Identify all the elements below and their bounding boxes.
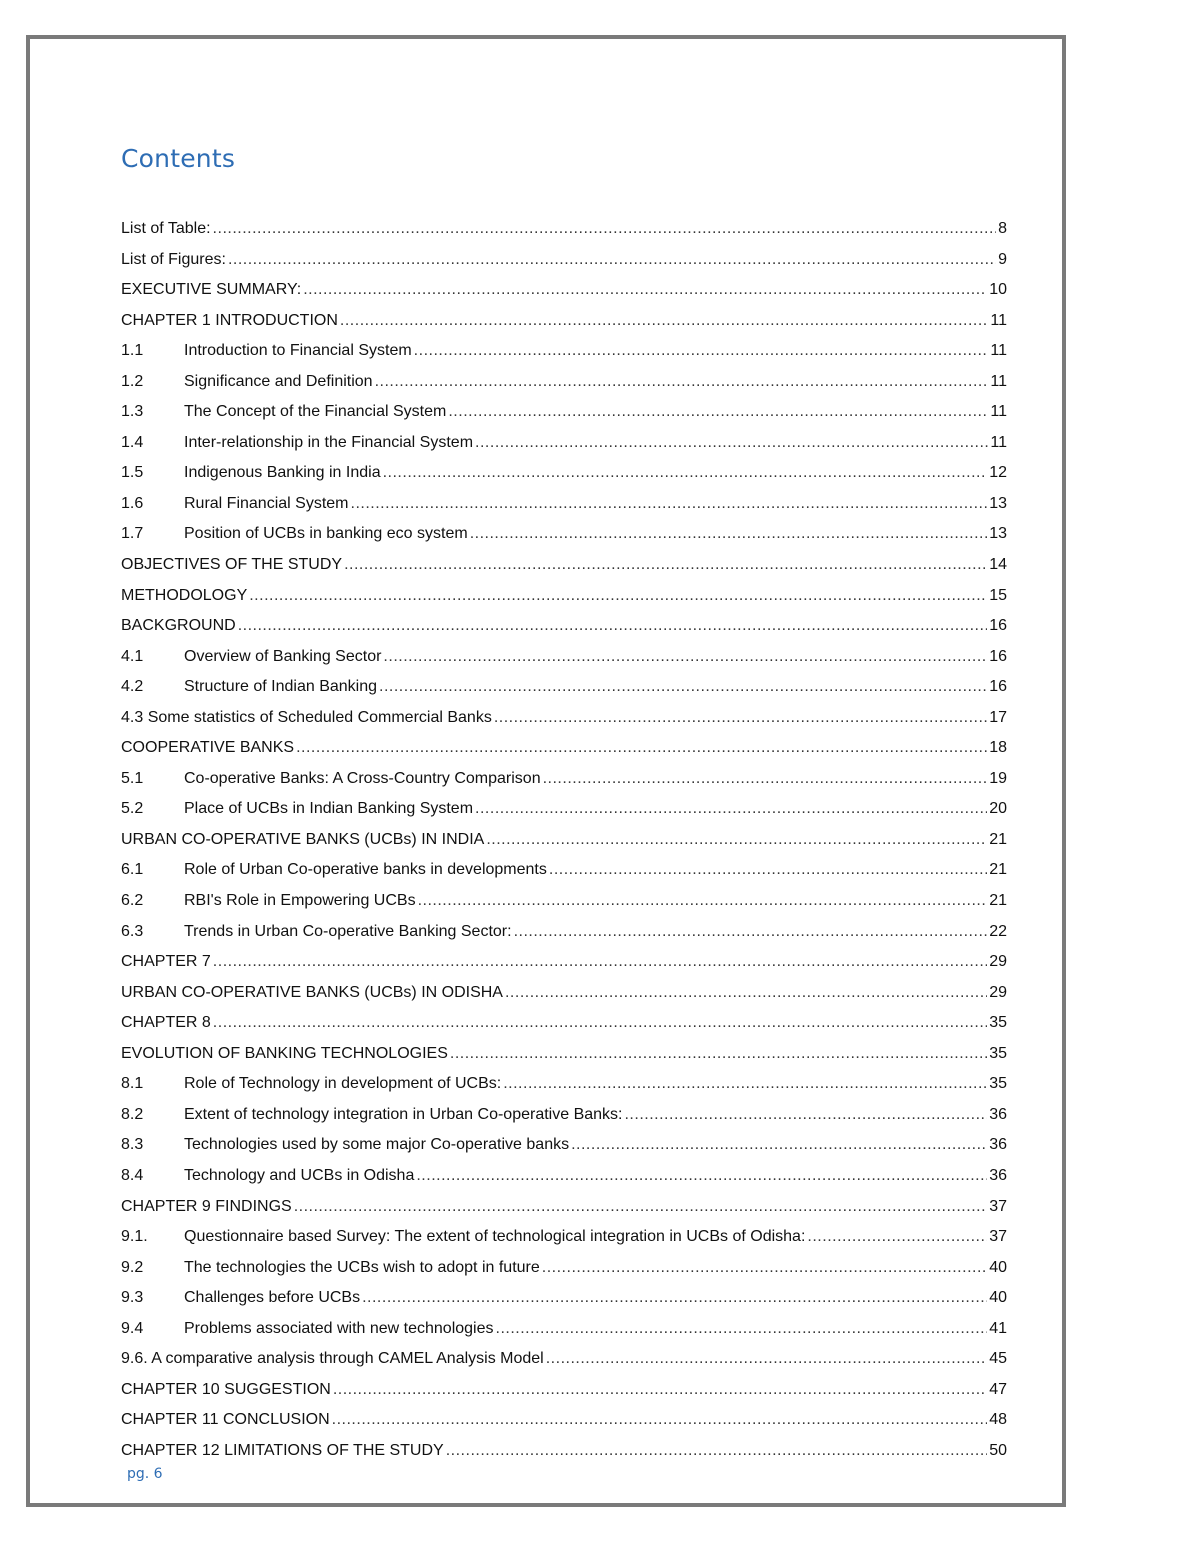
toc-entry-page: 14 bbox=[989, 556, 1007, 574]
toc-dot-leader bbox=[496, 1314, 988, 1345]
toc-entry-title: Questionnaire based Survey: The extent of technological integration in UCBs of Odisha: bbox=[184, 1228, 806, 1246]
toc-dot-leader bbox=[543, 764, 988, 795]
toc-entry[interactable] bbox=[121, 1192, 1007, 1223]
toc-entry[interactable] bbox=[121, 1375, 1007, 1406]
toc-entry-page: 48 bbox=[989, 1411, 1007, 1429]
toc-entry-page: 13 bbox=[989, 525, 1007, 543]
toc-entry-title: Place of UCBs in Indian Banking System bbox=[184, 800, 474, 818]
toc-entry-number: 6.3 bbox=[121, 922, 144, 940]
toc-dot-leader bbox=[486, 825, 987, 856]
toc-entry[interactable] bbox=[121, 886, 1007, 917]
toc-entry-number: 1.7 bbox=[121, 525, 144, 543]
toc-entry-title: 9.6. A comparative analysis through CAMEL Analysis Model bbox=[121, 1350, 544, 1368]
toc-entry-title: The technologies the UCBs wish to adopt in future bbox=[184, 1258, 540, 1276]
toc-entry-number: 8.1 bbox=[121, 1075, 144, 1093]
toc-dot-leader bbox=[624, 1100, 987, 1131]
toc-dot-leader bbox=[340, 306, 988, 337]
toc-entry-number: 8.4 bbox=[121, 1166, 144, 1184]
toc-entry-page: 20 bbox=[989, 800, 1007, 818]
toc-entry-page: 36 bbox=[989, 1105, 1007, 1123]
toc-entry-page: 50 bbox=[989, 1441, 1007, 1459]
page-title: Contents bbox=[121, 144, 236, 173]
toc-entry-title: Indigenous Banking in India bbox=[184, 464, 381, 482]
toc-entry-number: 6.1 bbox=[121, 861, 144, 879]
toc-dot-leader bbox=[470, 519, 988, 550]
toc-entry-title: Inter-relationship in the Financial System bbox=[184, 433, 474, 451]
toc-entry-page: 36 bbox=[989, 1166, 1007, 1184]
toc-entry-title: RBI's Role in Empowering UCBs bbox=[184, 892, 416, 910]
toc-entry-title: Challenges before UCBs bbox=[184, 1289, 361, 1307]
toc-entry-title: EXECUTIVE SUMMARY: bbox=[121, 281, 302, 299]
toc-entry[interactable] bbox=[121, 306, 1007, 337]
toc-entry-title: Co-operative Banks: A Cross-Country Comparison bbox=[184, 769, 541, 787]
toc-entry-title: URBAN CO-OPERATIVE BANKS (UCBs) IN ODISHA bbox=[121, 983, 503, 1001]
toc-entry-page: 29 bbox=[989, 983, 1007, 1001]
toc-entry[interactable] bbox=[121, 1283, 1007, 1314]
toc-entry-page: 11 bbox=[990, 433, 1007, 451]
toc-entry-number: 4.1 bbox=[121, 647, 144, 665]
toc-entry-page: 10 bbox=[989, 281, 1007, 299]
toc-entry-number: 1.2 bbox=[121, 372, 144, 390]
toc-entry[interactable] bbox=[121, 214, 1007, 245]
toc-entry-title: Technologies used by some major Co-operative banks bbox=[184, 1136, 570, 1154]
toc-dot-leader bbox=[416, 1161, 987, 1192]
toc-dot-leader bbox=[294, 1192, 988, 1223]
toc-entry-page: 15 bbox=[989, 586, 1007, 604]
toc-dot-leader bbox=[249, 581, 987, 612]
toc-dot-leader bbox=[303, 275, 987, 306]
toc-entry-page: 36 bbox=[989, 1136, 1007, 1154]
toc-entry[interactable] bbox=[121, 1069, 1007, 1100]
toc-entry-title: OBJECTIVES OF THE STUDY bbox=[121, 556, 343, 574]
toc-entry-page: 16 bbox=[989, 647, 1007, 665]
toc-entry[interactable] bbox=[121, 367, 1007, 398]
toc-dot-leader bbox=[414, 336, 989, 367]
toc-dot-leader bbox=[505, 978, 987, 1009]
toc-dot-leader bbox=[351, 489, 988, 520]
toc-dot-leader bbox=[503, 1069, 987, 1100]
toc-entry-title: Structure of Indian Banking bbox=[184, 678, 378, 696]
toc-entry-title: CHAPTER 9 FINDINGS bbox=[121, 1197, 292, 1215]
toc-entry[interactable] bbox=[121, 1314, 1007, 1345]
toc-entry-page: 11 bbox=[990, 342, 1007, 360]
toc-entry-page: 19 bbox=[989, 769, 1007, 787]
toc-dot-leader bbox=[450, 1039, 987, 1070]
toc-dot-leader bbox=[546, 1344, 987, 1375]
toc-entry-number: 9.2 bbox=[121, 1258, 144, 1276]
toc-entry[interactable] bbox=[121, 397, 1007, 428]
toc-entry[interactable] bbox=[121, 642, 1007, 673]
toc-entry-title: CHAPTER 7 bbox=[121, 953, 211, 971]
toc-entry-number: 4.2 bbox=[121, 678, 144, 696]
toc-entry-title: CHAPTER 10 SUGGESTION bbox=[121, 1380, 331, 1398]
toc-entry[interactable] bbox=[121, 917, 1007, 948]
toc-entry[interactable] bbox=[121, 1222, 1007, 1253]
toc-entry[interactable] bbox=[121, 458, 1007, 489]
toc-entry-page: 11 bbox=[990, 311, 1007, 329]
toc-entry-title: List of Figures: bbox=[121, 250, 226, 268]
toc-entry[interactable] bbox=[121, 1405, 1007, 1436]
toc-entry-title: CHAPTER 8 bbox=[121, 1014, 211, 1032]
toc-entry-number: 8.3 bbox=[121, 1136, 144, 1154]
toc-dot-leader bbox=[383, 642, 987, 673]
toc-dot-leader bbox=[213, 214, 997, 245]
toc-dot-leader bbox=[383, 458, 988, 489]
toc-entry[interactable] bbox=[121, 336, 1007, 367]
toc-entry-title: 4.3 Some statistics of Scheduled Commercial Banks bbox=[121, 708, 492, 726]
toc-entry-number: 9.1. bbox=[121, 1228, 148, 1246]
toc-entry-number: 1.6 bbox=[121, 494, 144, 512]
toc-entry-page: 41 bbox=[989, 1319, 1007, 1337]
toc-entry-number: 6.2 bbox=[121, 892, 144, 910]
toc-entry[interactable] bbox=[121, 581, 1007, 612]
toc-entry-title: Role of Urban Co-operative banks in developments bbox=[184, 861, 547, 879]
table-of-contents bbox=[121, 214, 1007, 1466]
toc-entry[interactable] bbox=[121, 947, 1007, 978]
toc-dot-leader bbox=[571, 1130, 987, 1161]
toc-dot-leader bbox=[448, 397, 988, 428]
toc-entry-number: 1.4 bbox=[121, 433, 144, 451]
toc-entry-number: 1.5 bbox=[121, 464, 144, 482]
toc-entry-title: Significance and Definition bbox=[184, 372, 373, 390]
toc-entry-page: 16 bbox=[989, 617, 1007, 635]
toc-dot-leader bbox=[549, 855, 987, 886]
toc-entry-page: 11 bbox=[990, 372, 1007, 390]
toc-entry[interactable] bbox=[121, 1253, 1007, 1284]
toc-dot-leader bbox=[475, 794, 987, 825]
toc-entry-title: Trends in Urban Co-operative Banking Sector: bbox=[184, 922, 512, 940]
toc-entry[interactable] bbox=[121, 1100, 1007, 1131]
toc-entry-title: BACKGROUND bbox=[121, 617, 236, 635]
toc-entry[interactable] bbox=[121, 275, 1007, 306]
toc-entry[interactable] bbox=[121, 672, 1007, 703]
toc-entry-title: Introduction to Financial System bbox=[184, 342, 412, 360]
toc-entry[interactable] bbox=[121, 1130, 1007, 1161]
toc-entry-page: 37 bbox=[989, 1228, 1007, 1246]
toc-entry[interactable] bbox=[121, 1008, 1007, 1039]
toc-entry-title: URBAN CO-OPERATIVE BANKS (UCBs) IN INDIA bbox=[121, 830, 485, 848]
toc-entry[interactable] bbox=[121, 245, 1007, 276]
toc-entry-page: 11 bbox=[990, 403, 1007, 421]
toc-entry-page: 47 bbox=[989, 1380, 1007, 1398]
toc-entry-page: 29 bbox=[989, 953, 1007, 971]
toc-entry[interactable] bbox=[121, 978, 1007, 1009]
toc-dot-leader bbox=[446, 1436, 987, 1467]
toc-dot-leader bbox=[542, 1253, 987, 1284]
toc-entry-page: 13 bbox=[989, 494, 1007, 512]
toc-entry-title: Technology and UCBs in Odisha bbox=[184, 1166, 415, 1184]
toc-entry-page: 40 bbox=[989, 1289, 1007, 1307]
toc-entry[interactable] bbox=[121, 825, 1007, 856]
toc-entry-page: 21 bbox=[989, 892, 1007, 910]
toc-entry-page: 17 bbox=[989, 708, 1007, 726]
toc-entry[interactable] bbox=[121, 764, 1007, 795]
toc-entry-page: 22 bbox=[989, 922, 1007, 940]
toc-entry-title: Overview of Banking Sector bbox=[184, 647, 382, 665]
toc-entry-page: 12 bbox=[989, 464, 1007, 482]
toc-entry-page: 45 bbox=[989, 1350, 1007, 1368]
toc-dot-leader bbox=[475, 428, 988, 459]
toc-entry[interactable] bbox=[121, 855, 1007, 886]
toc-entry[interactable] bbox=[121, 489, 1007, 520]
toc-entry-number: 9.3 bbox=[121, 1289, 144, 1307]
toc-entry-title: COOPERATIVE BANKS bbox=[121, 739, 295, 757]
toc-dot-leader bbox=[333, 1375, 987, 1406]
toc-entry-title: CHAPTER 11 CONCLUSION bbox=[121, 1411, 330, 1429]
toc-entry[interactable] bbox=[121, 733, 1007, 764]
toc-entry-page: 40 bbox=[989, 1258, 1007, 1276]
toc-entry-page: 37 bbox=[989, 1197, 1007, 1215]
toc-dot-leader bbox=[362, 1283, 987, 1314]
toc-entry[interactable] bbox=[121, 703, 1007, 734]
toc-entry-title: CHAPTER 1 INTRODUCTION bbox=[121, 311, 338, 329]
toc-entry[interactable] bbox=[121, 550, 1007, 581]
toc-entry-number: 8.2 bbox=[121, 1105, 144, 1123]
toc-entry[interactable] bbox=[121, 428, 1007, 459]
toc-entry-title: CHAPTER 12 LIMITATIONS OF THE STUDY bbox=[121, 1441, 444, 1459]
toc-entry-title: Rural Financial System bbox=[184, 494, 349, 512]
toc-entry[interactable] bbox=[121, 519, 1007, 550]
toc-entry[interactable] bbox=[121, 1344, 1007, 1375]
toc-entry[interactable] bbox=[121, 611, 1007, 642]
toc-dot-leader bbox=[494, 703, 987, 734]
toc-dot-leader bbox=[375, 367, 989, 398]
toc-entry-number: 5.2 bbox=[121, 800, 144, 818]
toc-entry-title: Role of Technology in development of UCBs: bbox=[184, 1075, 502, 1093]
toc-entry-page: 35 bbox=[989, 1044, 1007, 1062]
toc-entry-title: METHODOLOGY bbox=[121, 586, 248, 604]
toc-entry-title: List of Table: bbox=[121, 220, 211, 237]
toc-entry-number: 1.3 bbox=[121, 403, 144, 421]
toc-entry-title: The Concept of the Financial System bbox=[184, 403, 447, 421]
toc-dot-leader bbox=[344, 550, 987, 581]
toc-dot-leader bbox=[238, 611, 988, 642]
toc-entry-page: 35 bbox=[989, 1075, 1007, 1093]
toc-entry-number: 1.1 bbox=[121, 342, 144, 360]
toc-entry-number: 9.4 bbox=[121, 1319, 144, 1337]
toc-entry-number: 5.1 bbox=[121, 769, 144, 787]
toc-entry[interactable] bbox=[121, 1436, 1007, 1467]
toc-dot-leader bbox=[213, 947, 987, 978]
toc-entry-page: 8 bbox=[998, 220, 1007, 237]
toc-entry-title: Extent of technology integration in Urban Co-operative Banks: bbox=[184, 1105, 623, 1123]
toc-entry-page: 21 bbox=[989, 830, 1007, 848]
toc-dot-leader bbox=[379, 672, 987, 703]
toc-dot-leader bbox=[213, 1008, 987, 1039]
toc-entry-page: 9 bbox=[998, 250, 1007, 268]
toc-dot-leader bbox=[228, 245, 996, 276]
toc-dot-leader bbox=[514, 917, 988, 948]
toc-dot-leader bbox=[296, 733, 987, 764]
toc-entry-title: EVOLUTION OF BANKING TECHNOLOGIES bbox=[121, 1044, 448, 1062]
toc-entry[interactable] bbox=[121, 794, 1007, 825]
toc-entry-title: Position of UCBs in banking eco system bbox=[184, 525, 468, 543]
toc-entry-title: Problems associated with new technologies bbox=[184, 1319, 494, 1337]
toc-entry[interactable] bbox=[121, 1161, 1007, 1192]
toc-entry-page: 35 bbox=[989, 1014, 1007, 1032]
page-number: pg. 6 bbox=[127, 1466, 163, 1482]
toc-dot-leader bbox=[807, 1222, 987, 1253]
toc-dot-leader bbox=[332, 1405, 988, 1436]
toc-entry[interactable] bbox=[121, 1039, 1007, 1070]
toc-entry-page: 16 bbox=[989, 678, 1007, 696]
toc-dot-leader bbox=[418, 886, 988, 917]
toc-entry-page: 18 bbox=[989, 739, 1007, 757]
toc-entry-page: 21 bbox=[989, 861, 1007, 879]
